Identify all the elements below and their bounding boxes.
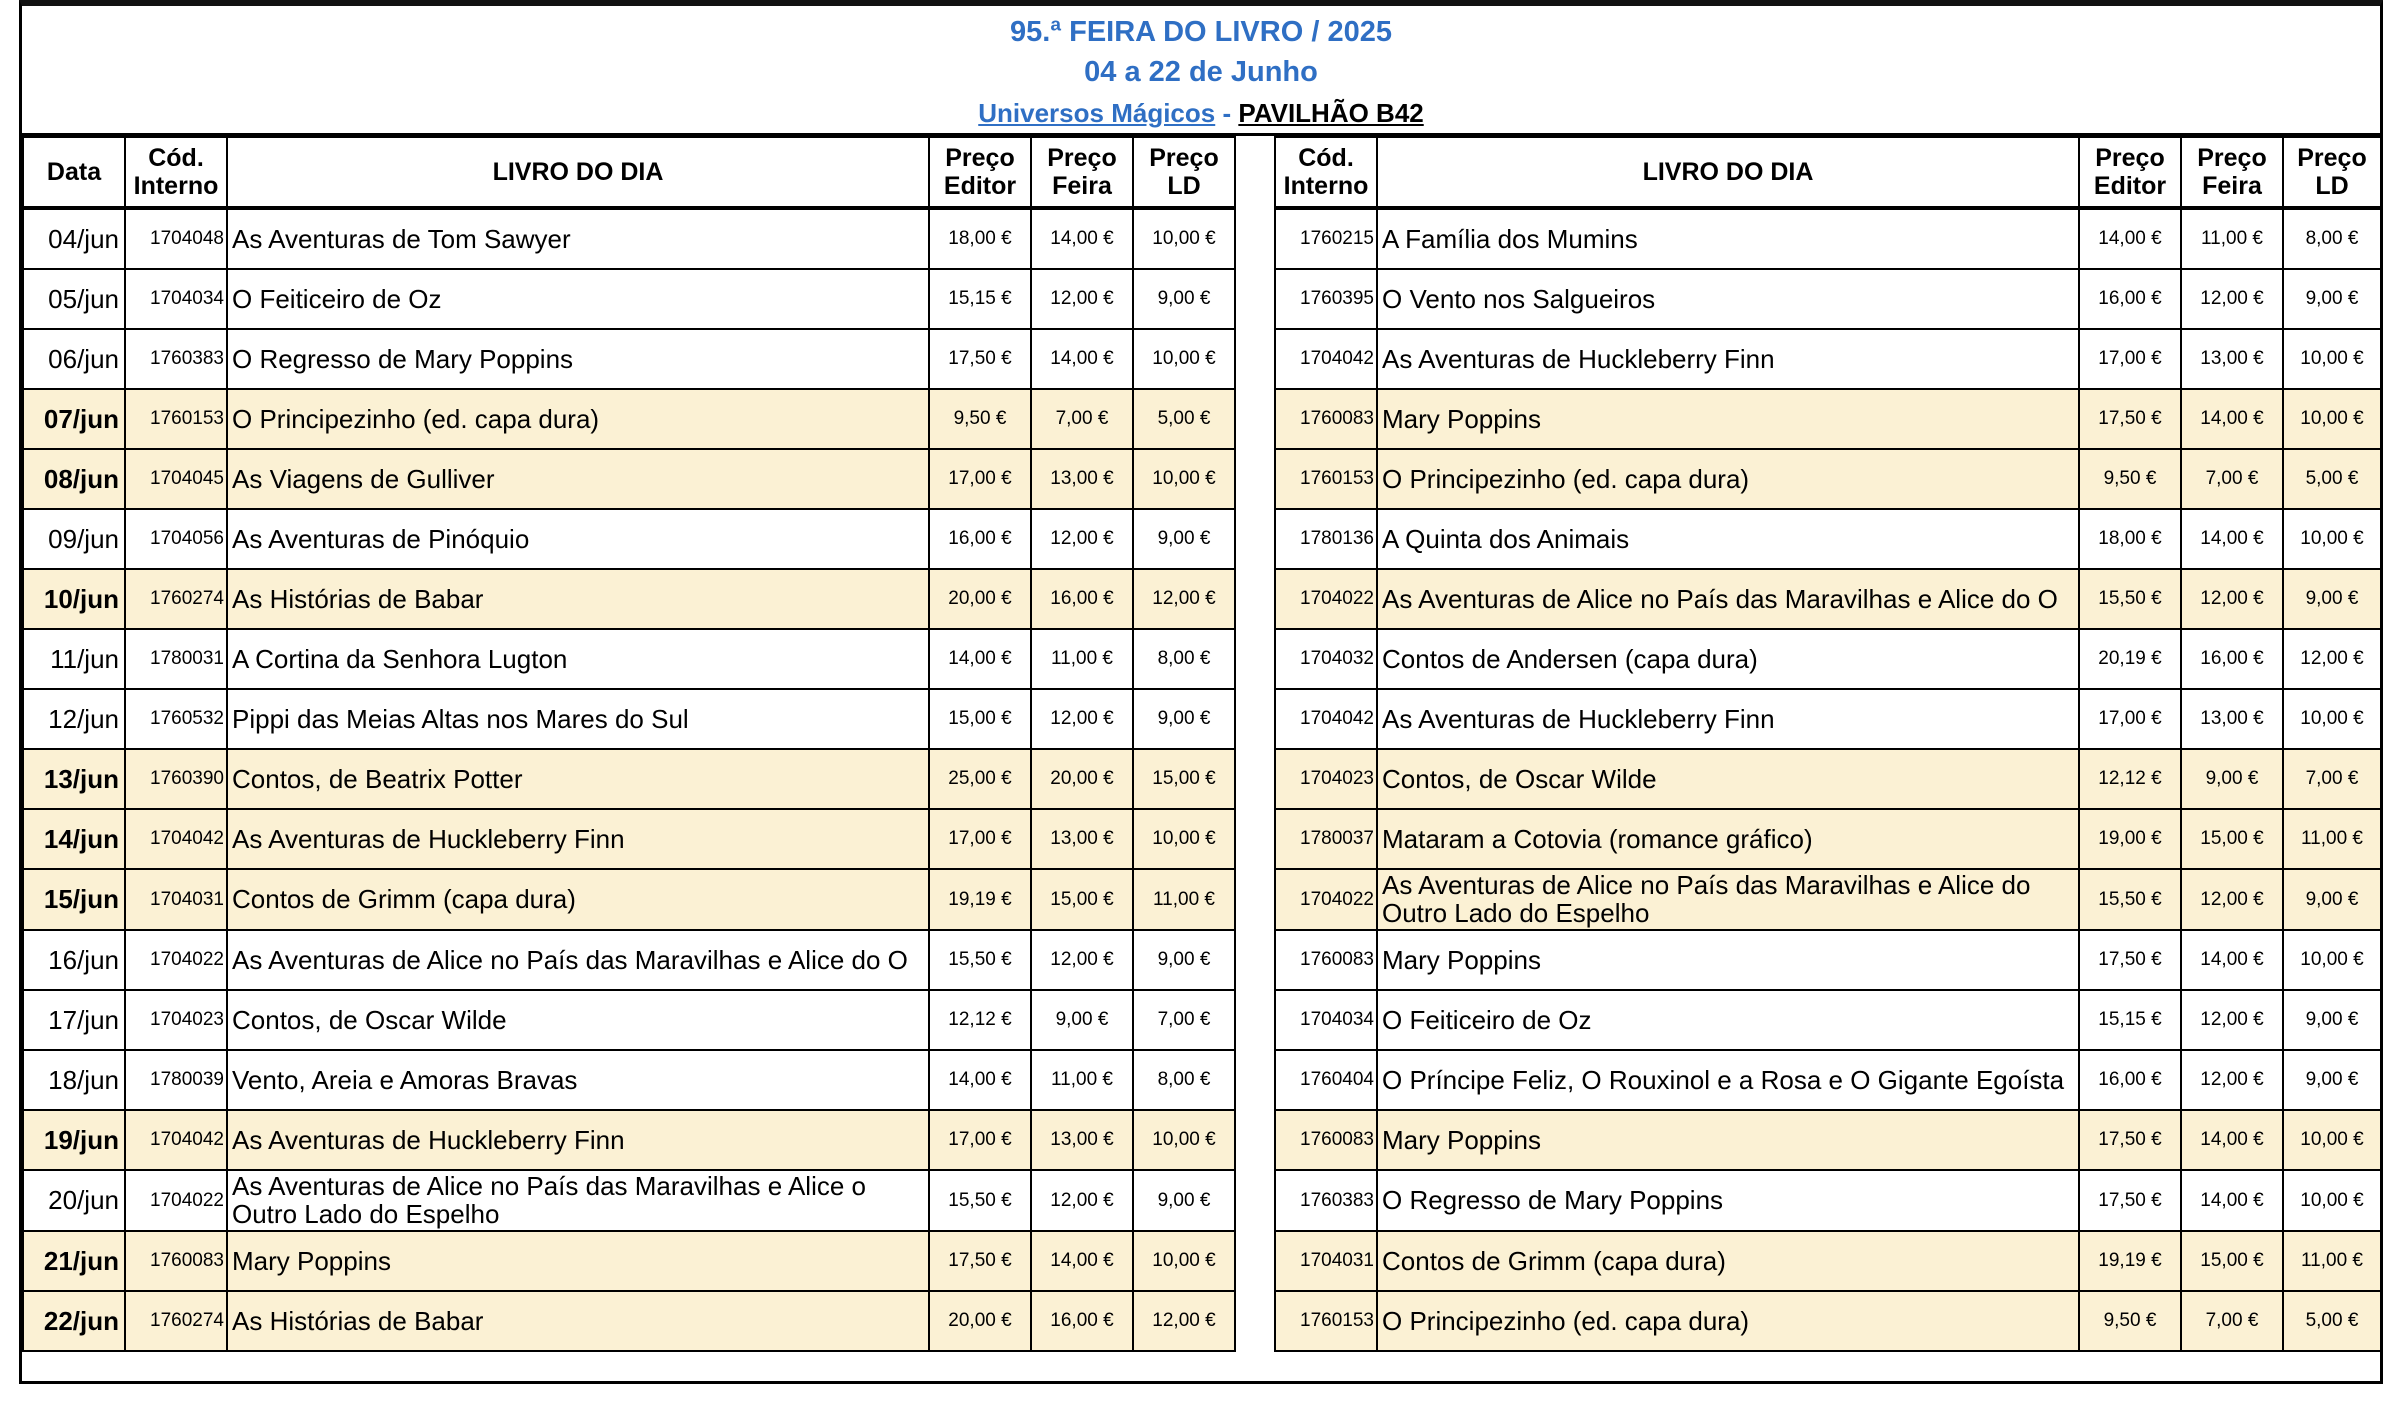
cell-date: 15/jun — [23, 869, 125, 930]
cell-price-editor: 17,00 € — [929, 1110, 1031, 1170]
cell-price-fair-2: 15,00 € — [2181, 809, 2283, 869]
cell-code: 1704022 — [125, 1170, 227, 1231]
cell-price-editor-2: 17,50 € — [2079, 1170, 2181, 1231]
cell-price-ld: 11,00 € — [1133, 869, 1235, 930]
cell-price-fair-2: 9,00 € — [2181, 749, 2283, 809]
cell-code-2: 1760083 — [1275, 389, 1377, 449]
cell-price-editor: 15,00 € — [929, 689, 1031, 749]
cell-price-editor-2: 15,50 € — [2079, 869, 2181, 930]
cell-price-fair-2: 12,00 € — [2181, 990, 2283, 1050]
cell-date: 14/jun — [23, 809, 125, 869]
cell-price-editor-2: 16,00 € — [2079, 269, 2181, 329]
cell-title-2: Contos de Andersen (capa dura) — [1377, 629, 2079, 689]
col-price-fair: Preço Feira — [1031, 137, 1133, 208]
cell-price-editor-2: 19,19 € — [2079, 1231, 2181, 1291]
column-gap — [1235, 208, 1275, 269]
cell-price-ld: 10,00 € — [1133, 809, 1235, 869]
table-row — [23, 990, 2381, 1050]
cell-title: Mary Poppins — [227, 1231, 929, 1291]
book-of-day-table — [22, 136, 2382, 1352]
column-gap — [1235, 329, 1275, 389]
cell-code: 1760083 — [125, 1231, 227, 1291]
cell-code-2: 1760215 — [1275, 208, 1377, 269]
cell-price-ld-2: 9,00 € — [2283, 569, 2381, 629]
cell-price-ld-2: 9,00 € — [2283, 1050, 2381, 1110]
cell-price-fair-2: 12,00 € — [2181, 1050, 2283, 1110]
cell-price-fair-2: 14,00 € — [2181, 930, 2283, 990]
cell-price-ld: 10,00 € — [1133, 208, 1235, 269]
cell-title-2: As Aventuras de Huckleberry Finn — [1377, 329, 2079, 389]
cell-code: 1780031 — [125, 629, 227, 689]
cell-code-2: 1704022 — [1275, 869, 1377, 930]
cell-title: As Aventuras de Huckleberry Finn — [227, 1110, 929, 1170]
table-row — [23, 1231, 2381, 1291]
cell-price-editor: 17,00 € — [929, 449, 1031, 509]
table-row — [23, 569, 2381, 629]
cell-title: As Viagens de Gulliver — [227, 449, 929, 509]
cell-code-2: 1780037 — [1275, 809, 1377, 869]
cell-price-ld-2: 10,00 € — [2283, 1170, 2381, 1231]
cell-title: Pippi das Meias Altas nos Mares do Sul — [227, 689, 929, 749]
cell-code: 1760390 — [125, 749, 227, 809]
cell-title: O Principezinho (ed. capa dura) — [227, 389, 929, 449]
table-row — [23, 449, 2381, 509]
fair-title: 95.ª FEIRA DO LIVRO / 2025 — [1010, 16, 1392, 48]
column-gap — [1235, 449, 1275, 509]
cell-price-editor-2: 17,00 € — [2079, 329, 2181, 389]
cell-title-2: Contos, de Oscar Wilde — [1377, 749, 2079, 809]
cell-code: 1704042 — [125, 809, 227, 869]
cell-code-2: 1704042 — [1275, 689, 1377, 749]
cell-date: 12/jun — [23, 689, 125, 749]
table-row — [23, 809, 2381, 869]
cell-title: Contos, de Beatrix Potter — [227, 749, 929, 809]
cell-title-2: A Família dos Mumins — [1377, 208, 2079, 269]
cell-price-editor: 16,00 € — [929, 509, 1031, 569]
cell-price-ld: 10,00 € — [1133, 1110, 1235, 1170]
cell-title: As Aventuras de Pinóquio — [227, 509, 929, 569]
cell-price-editor: 14,00 € — [929, 629, 1031, 689]
column-gap — [1235, 869, 1275, 930]
table-row — [23, 1050, 2381, 1110]
cell-price-fair-2: 14,00 € — [2181, 1110, 2283, 1170]
header-row — [23, 137, 2381, 208]
cell-title-2: Contos de Grimm (capa dura) — [1377, 1231, 2079, 1291]
cell-price-fair: 13,00 € — [1031, 809, 1133, 869]
cell-price-editor: 20,00 € — [929, 1291, 1031, 1351]
cell-price-editor: 14,00 € — [929, 1050, 1031, 1110]
cell-price-ld: 12,00 € — [1133, 569, 1235, 629]
cell-price-ld-2: 8,00 € — [2283, 208, 2381, 269]
table-row — [23, 269, 2381, 329]
cell-price-ld-2: 9,00 € — [2283, 990, 2381, 1050]
cell-price-fair: 15,00 € — [1031, 869, 1133, 930]
table-row — [23, 1110, 2381, 1170]
cell-price-fair-2: 11,00 € — [2181, 208, 2283, 269]
cell-price-fair: 20,00 € — [1031, 749, 1133, 809]
cell-code-2: 1760153 — [1275, 449, 1377, 509]
cell-code-2: 1760404 — [1275, 1050, 1377, 1110]
cell-price-fair: 16,00 € — [1031, 569, 1133, 629]
cell-code-2: 1760383 — [1275, 1170, 1377, 1231]
cell-price-fair: 13,00 € — [1031, 1110, 1133, 1170]
cell-code: 1704031 — [125, 869, 227, 930]
cell-code: 1760153 — [125, 389, 227, 449]
cell-date: 22/jun — [23, 1291, 125, 1351]
cell-code: 1704042 — [125, 1110, 227, 1170]
cell-date: 10/jun — [23, 569, 125, 629]
column-gap — [1235, 809, 1275, 869]
cell-title-2: As Aventuras de Alice no País das Maravilhas e Alice do O — [1377, 569, 2079, 629]
venue-separator: - — [1215, 98, 1239, 128]
cell-price-fair-2: 14,00 € — [2181, 1170, 2283, 1231]
cell-price-fair-2: 7,00 € — [2181, 449, 2283, 509]
cell-price-editor: 17,00 € — [929, 809, 1031, 869]
column-gap — [1235, 1170, 1275, 1231]
column-gap — [1235, 269, 1275, 329]
cell-price-ld: 9,00 € — [1133, 1170, 1235, 1231]
cell-title: A Cortina da Senhora Lugton — [227, 629, 929, 689]
cell-title: Vento, Areia e Amoras Bravas — [227, 1050, 929, 1110]
cell-price-ld: 10,00 € — [1133, 449, 1235, 509]
table-row — [23, 1170, 2381, 1231]
cell-price-fair: 12,00 € — [1031, 689, 1133, 749]
cell-title-2: A Quinta dos Animais — [1377, 509, 2079, 569]
venue-link[interactable]: Universos Mágicos — [978, 98, 1216, 128]
cell-price-editor-2: 16,00 € — [2079, 1050, 2181, 1110]
cell-title-2: O Regresso de Mary Poppins — [1377, 1170, 2079, 1231]
cell-price-editor: 17,50 € — [929, 1231, 1031, 1291]
cell-price-fair: 7,00 € — [1031, 389, 1133, 449]
cell-date: 06/jun — [23, 329, 125, 389]
cell-code-2: 1704023 — [1275, 749, 1377, 809]
table-row — [23, 389, 2381, 449]
cell-price-ld: 10,00 € — [1133, 329, 1235, 389]
cell-code: 1704045 — [125, 449, 227, 509]
column-gap — [1235, 389, 1275, 449]
cell-price-ld-2: 11,00 € — [2283, 1231, 2381, 1291]
cell-price-fair: 11,00 € — [1031, 629, 1133, 689]
cell-price-fair-2: 7,00 € — [2181, 1291, 2283, 1351]
cell-price-ld: 8,00 € — [1133, 629, 1235, 689]
cell-price-ld-2: 10,00 € — [2283, 329, 2381, 389]
cell-price-fair: 12,00 € — [1031, 509, 1133, 569]
cell-price-editor: 17,50 € — [929, 329, 1031, 389]
cell-date: 18/jun — [23, 1050, 125, 1110]
cell-price-editor: 18,00 € — [929, 208, 1031, 269]
cell-price-editor-2: 9,50 € — [2079, 1291, 2181, 1351]
cell-price-fair-2: 13,00 € — [2181, 329, 2283, 389]
cell-price-ld-2: 5,00 € — [2283, 449, 2381, 509]
cell-price-fair: 11,00 € — [1031, 1050, 1133, 1110]
cell-price-ld-2: 9,00 € — [2283, 269, 2381, 329]
cell-title: As Histórias de Babar — [227, 1291, 929, 1351]
cell-code-2: 1704022 — [1275, 569, 1377, 629]
cell-price-fair: 9,00 € — [1031, 990, 1133, 1050]
cell-price-fair: 13,00 € — [1031, 449, 1133, 509]
cell-price-editor: 15,50 € — [929, 1170, 1031, 1231]
cell-price-editor: 19,19 € — [929, 869, 1031, 930]
cell-title: Contos, de Oscar Wilde — [227, 990, 929, 1050]
cell-price-editor-2: 17,50 € — [2079, 1110, 2181, 1170]
column-gap — [1235, 990, 1275, 1050]
col-book: LIVRO DO DIA — [227, 137, 929, 208]
cell-price-ld: 8,00 € — [1133, 1050, 1235, 1110]
cell-code: 1704022 — [125, 930, 227, 990]
cell-price-editor: 9,50 € — [929, 389, 1031, 449]
cell-code-2: 1760395 — [1275, 269, 1377, 329]
col-price-fair-2: Preço Feira — [2181, 137, 2283, 208]
cell-price-fair-2: 12,00 € — [2181, 869, 2283, 930]
cell-code: 1760383 — [125, 329, 227, 389]
cell-code: 1704048 — [125, 208, 227, 269]
col-price-ld-2: Preço LD — [2283, 137, 2381, 208]
cell-price-fair-2: 12,00 € — [2181, 269, 2283, 329]
cell-title: As Aventuras de Tom Sawyer — [227, 208, 929, 269]
cell-title-2: Mataram a Cotovia (romance gráfico) — [1377, 809, 2079, 869]
cell-title-2: Mary Poppins — [1377, 389, 2079, 449]
cell-code: 1760532 — [125, 689, 227, 749]
cell-code-2: 1704032 — [1275, 629, 1377, 689]
table-row — [23, 749, 2381, 809]
column-gap — [1235, 509, 1275, 569]
col-code-2: Cód. Interno — [1275, 137, 1377, 208]
cell-price-fair: 12,00 € — [1031, 269, 1133, 329]
column-gap — [1235, 1050, 1275, 1110]
table-body — [23, 208, 2381, 1351]
cell-price-ld-2: 5,00 € — [2283, 1291, 2381, 1351]
cell-date: 13/jun — [23, 749, 125, 809]
cell-title-2: Mary Poppins — [1377, 1110, 2079, 1170]
table-row — [23, 208, 2381, 269]
cell-price-editor-2: 20,19 € — [2079, 629, 2181, 689]
col-code: Cód. Interno — [125, 137, 227, 208]
table-row — [23, 509, 2381, 569]
table-row — [23, 869, 2381, 930]
cell-price-editor-2: 9,50 € — [2079, 449, 2181, 509]
cell-date: 17/jun — [23, 990, 125, 1050]
cell-title-2: O Principezinho (ed. capa dura) — [1377, 449, 2079, 509]
column-gap — [1235, 930, 1275, 990]
cell-price-editor-2: 15,15 € — [2079, 990, 2181, 1050]
column-gap — [1235, 137, 1275, 208]
table-row — [23, 689, 2381, 749]
cell-price-ld-2: 10,00 € — [2283, 930, 2381, 990]
table-row — [23, 930, 2381, 990]
cell-date: 16/jun — [23, 930, 125, 990]
cell-price-editor: 25,00 € — [929, 749, 1031, 809]
cell-price-ld: 15,00 € — [1133, 749, 1235, 809]
cell-title: As Aventuras de Huckleberry Finn — [227, 809, 929, 869]
schedule-sheet — [19, 0, 2383, 1384]
cell-price-ld: 12,00 € — [1133, 1291, 1235, 1351]
cell-price-editor-2: 17,50 € — [2079, 930, 2181, 990]
cell-price-editor-2: 12,12 € — [2079, 749, 2181, 809]
table-row — [23, 329, 2381, 389]
cell-date: 05/jun — [23, 269, 125, 329]
column-gap — [1235, 1231, 1275, 1291]
table-row — [23, 1291, 2381, 1351]
cell-price-editor-2: 15,50 € — [2079, 569, 2181, 629]
cell-title: Contos de Grimm (capa dura) — [227, 869, 929, 930]
cell-code: 1760274 — [125, 569, 227, 629]
fair-dates: 04 a 22 de Junho — [1084, 56, 1318, 88]
cell-date: 20/jun — [23, 1170, 125, 1231]
cell-price-ld: 10,00 € — [1133, 1231, 1235, 1291]
cell-price-editor: 12,12 € — [929, 990, 1031, 1050]
cell-code-2: 1760083 — [1275, 930, 1377, 990]
col-price-editor-2: Preço Editor — [2079, 137, 2181, 208]
cell-code-2: 1704031 — [1275, 1231, 1377, 1291]
col-date: Data — [23, 137, 125, 208]
col-price-ld: Preço LD — [1133, 137, 1235, 208]
cell-price-ld: 5,00 € — [1133, 389, 1235, 449]
column-gap — [1235, 1291, 1275, 1351]
cell-price-fair-2: 16,00 € — [2181, 629, 2283, 689]
cell-date: 09/jun — [23, 509, 125, 569]
cell-price-ld-2: 7,00 € — [2283, 749, 2381, 809]
cell-title-2: As Aventuras de Huckleberry Finn — [1377, 689, 2079, 749]
cell-date: 04/jun — [23, 208, 125, 269]
cell-price-ld-2: 10,00 € — [2283, 389, 2381, 449]
column-gap — [1235, 569, 1275, 629]
cell-price-editor-2: 17,00 € — [2079, 689, 2181, 749]
title-block — [22, 6, 2380, 136]
cell-code: 1704023 — [125, 990, 227, 1050]
cell-date: 11/jun — [23, 629, 125, 689]
cell-price-fair-2: 13,00 € — [2181, 689, 2283, 749]
cell-code-2: 1780136 — [1275, 509, 1377, 569]
cell-code-2: 1760153 — [1275, 1291, 1377, 1351]
col-book-2: LIVRO DO DIA — [1377, 137, 2079, 208]
cell-price-fair: 12,00 € — [1031, 1170, 1133, 1231]
cell-price-ld-2: 12,00 € — [2283, 629, 2381, 689]
cell-price-editor: 15,50 € — [929, 930, 1031, 990]
cell-price-fair: 16,00 € — [1031, 1291, 1133, 1351]
pavilion-label: PAVILHÃO B42 — [1238, 98, 1424, 128]
cell-price-fair-2: 14,00 € — [2181, 509, 2283, 569]
cell-code: 1704056 — [125, 509, 227, 569]
cell-title: As Aventuras de Alice no País das Maravilhas e Alice do O — [227, 930, 929, 990]
cell-code-2: 1704034 — [1275, 990, 1377, 1050]
cell-code: 1704034 — [125, 269, 227, 329]
cell-price-fair: 14,00 € — [1031, 1231, 1133, 1291]
cell-price-ld-2: 10,00 € — [2283, 689, 2381, 749]
cell-price-ld: 9,00 € — [1133, 269, 1235, 329]
table-row — [23, 629, 2381, 689]
cell-price-editor-2: 18,00 € — [2079, 509, 2181, 569]
column-gap — [1235, 749, 1275, 809]
col-price-editor: Preço Editor — [929, 137, 1031, 208]
cell-price-ld-2: 9,00 € — [2283, 869, 2381, 930]
cell-price-ld-2: 10,00 € — [2283, 509, 2381, 569]
cell-price-fair-2: 12,00 € — [2181, 569, 2283, 629]
cell-date: 21/jun — [23, 1231, 125, 1291]
cell-title: O Feiticeiro de Oz — [227, 269, 929, 329]
cell-title-2: O Principezinho (ed. capa dura) — [1377, 1291, 2079, 1351]
cell-price-ld: 9,00 € — [1133, 509, 1235, 569]
column-gap — [1235, 689, 1275, 749]
cell-title-2: O Feiticeiro de Oz — [1377, 990, 2079, 1050]
cell-title-2: O Príncipe Feliz, O Rouxinol e a Rosa e O Gigante Egoísta — [1377, 1050, 2079, 1110]
cell-title: As Histórias de Babar — [227, 569, 929, 629]
cell-price-fair: 14,00 € — [1031, 329, 1133, 389]
cell-title-2: Mary Poppins — [1377, 930, 2079, 990]
column-gap — [1235, 1110, 1275, 1170]
cell-code: 1780039 — [125, 1050, 227, 1110]
cell-price-fair: 14,00 € — [1031, 208, 1133, 269]
cell-title: As Aventuras de Alice no País das Maravilhas e Alice o Outro Lado do Espelho — [227, 1170, 929, 1231]
cell-price-editor-2: 14,00 € — [2079, 208, 2181, 269]
cell-code-2: 1704042 — [1275, 329, 1377, 389]
cell-date: 07/jun — [23, 389, 125, 449]
cell-title-2: As Aventuras de Alice no País das Maravilhas e Alice do Outro Lado do Espelho — [1377, 869, 2079, 930]
cell-code-2: 1760083 — [1275, 1110, 1377, 1170]
cell-price-editor-2: 19,00 € — [2079, 809, 2181, 869]
cell-price-fair-2: 14,00 € — [2181, 389, 2283, 449]
venue-line — [22, 98, 2380, 129]
cell-date: 08/jun — [23, 449, 125, 509]
cell-price-fair-2: 15,00 € — [2181, 1231, 2283, 1291]
cell-title: O Regresso de Mary Poppins — [227, 329, 929, 389]
cell-price-ld-2: 11,00 € — [2283, 809, 2381, 869]
cell-price-ld: 7,00 € — [1133, 990, 1235, 1050]
cell-title-2: O Vento nos Salgueiros — [1377, 269, 2079, 329]
cell-code: 1760274 — [125, 1291, 227, 1351]
column-gap — [1235, 629, 1275, 689]
cell-price-fair: 12,00 € — [1031, 930, 1133, 990]
cell-price-ld: 9,00 € — [1133, 930, 1235, 990]
cell-price-editor: 15,15 € — [929, 269, 1031, 329]
cell-price-editor: 20,00 € — [929, 569, 1031, 629]
cell-date: 19/jun — [23, 1110, 125, 1170]
cell-price-editor-2: 17,50 € — [2079, 389, 2181, 449]
cell-price-ld-2: 10,00 € — [2283, 1110, 2381, 1170]
cell-price-ld: 9,00 € — [1133, 689, 1235, 749]
